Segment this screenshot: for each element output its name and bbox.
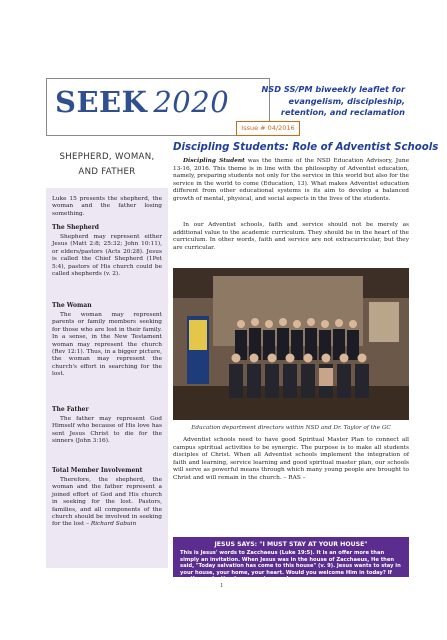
sidebar-heading-woman: The Woman: [52, 302, 92, 309]
sidebar-text-father: The father may represent God Himself who because of His love has sent Jesus Christ to die for the sinners (John 3:16).: [52, 416, 162, 445]
article-paragraph-1-text: was the theme of the NSD Education Advisory, June 13-16, 2016. This theme is in line with the philosophy of Adventist education, namely, preparing students not only for the service in this world but also for the service in the world to come (Education, 13). What makes Adventist education different from other educational systems is its aim to develop a balanced growth of mental, physical, and social aspects in the lives of the students.: [173, 158, 409, 202]
masthead-year: 2020: [153, 85, 230, 119]
article-paragraph-3: Adventist schools need to have good Spiritual Master Plan to connect all campus spiritual activities to be synergic. The purpose is to make all students disciples of Christ. When all Adventist schools implement the integration of faith and learning, service learning and good spiritual master plan, our schools will serve as powerful means through which many young people are brought to Christ and will remain in the church. – RAS –: [173, 437, 409, 481]
callout-box: [173, 537, 409, 583]
masthead-title: [55, 85, 229, 119]
tagline-line-2: evangelism, discipleship,: [288, 95, 405, 106]
article-lead-phrase: Discipling Student: [183, 158, 245, 164]
page-number: 1: [220, 583, 224, 589]
sidebar-text-involvement: [52, 477, 162, 529]
sidebar-title-line-1: SHEPHERD, WOMAN,: [59, 152, 155, 162]
sidebar-title: [46, 150, 168, 180]
photo-caption: Education department directors within NSD and Dr. Taylor of the GC: [191, 425, 391, 431]
tagline-line-1: NSD SS/PM biweekly leaflet for: [261, 84, 405, 94]
group-photo: [173, 268, 409, 420]
group-photo-illustration: [173, 268, 409, 420]
sidebar-title-line-2: AND FATHER: [78, 167, 136, 177]
sidebar-text-woman: The woman may represent parents or family members seeking for those who are lost in their family. In a sense, in the New Testament woman may represent the church (Rev 12:1). Thus, in a bigger picture, the woman may represent the church's effort in searching for the lost.: [52, 312, 162, 378]
sidebar-panel: [46, 188, 168, 568]
sidebar-heading-father: The Father: [52, 406, 89, 413]
sidebar-heading-shepherd: The Shepherd: [52, 224, 99, 231]
masthead-seek: SEEK: [55, 85, 148, 119]
callout-body: This is Jesus' words to Zacchaeus (Luke 19:5). It is an offer more than simply an invitation. When Jesus was in the house of Zacchaeus, He then said, "Today salvation has come to this house" (v. 9). Jesus wants to stay in your house, your home, your heart. Would you welcome Him in today? If so, then salvation has come to your house.: [180, 550, 401, 583]
article-title: Discipling Students: Role of Adventist Schools: [173, 142, 439, 153]
article-paragraph-1: [173, 158, 409, 204]
sidebar-intro: Luke 15 presents the shepherd, the woman and the father losing something.: [52, 196, 162, 217]
tagline: [255, 84, 405, 119]
sidebar-heading-involvement: Total Member Involvement: [52, 467, 143, 474]
involvement-text: Therefore, the shepherd, the woman and the father represent a joined effort of God and His church in seeking for the lost. Pastors, families, and all components of the church should be involved in seeking for the lost –: [52, 477, 162, 528]
tagline-line-3: retention, and reclamation: [280, 107, 405, 117]
involvement-author: Richard Sabuin: [90, 521, 137, 528]
sidebar-text-shepherd: Shepherd may represent either Jesus (Matt 2:8; 25:32; John 10:11), or elders/pastors (Acts 20:28). Jesus is called the Chief Shepherd (1Pet 5:4), pastors of His church could be called shepherds (v. 2).: [52, 234, 162, 278]
issue-number: Issue # 04/2016: [236, 121, 300, 136]
article-paragraph-2: In our Adventist schools, faith and service should not be merely as additional value to the academic curriculum. They should be in the heart of the curriculum. In other words, faith and service are not extracurricular, but they are curricular.: [173, 222, 409, 251]
callout-title: JESUS SAYS: "I MUST STAY AT YOUR HOUSE": [214, 541, 368, 548]
